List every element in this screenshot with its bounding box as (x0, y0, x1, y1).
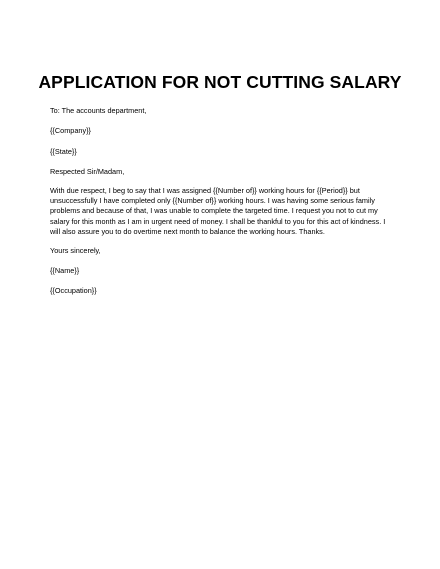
body-line: unsuccessfully I have completed only {{Number of}} working hours. I was having some serious family (50, 196, 375, 206)
letter-body (50, 186, 396, 237)
document-title: APPLICATION FOR NOT CUTTING SALARY (38, 72, 402, 92)
occupation-placeholder: {{Occupation}} (50, 286, 97, 295)
body-line: salary for this month as I am in urgent need of money. I shall be thankful to you for this act of kindness. I (50, 216, 386, 226)
body-line: With due respect, I beg to say that I was assigned {{Number of}} working hours for {{Period}} but (50, 186, 360, 195)
salutation-line: Respected Sir/Madam, (50, 167, 125, 176)
closing-line: Yours sincerely, (50, 246, 101, 255)
body-line: problems and because of that, I was unable to complete the targeted time. I request you not to cut my (50, 206, 378, 216)
body-line: will also assure you to do overtime next month to balance the working hours. Thanks. (50, 226, 325, 236)
name-placeholder: {{Name}} (50, 266, 80, 275)
company-placeholder: {{Company}} (50, 126, 91, 135)
state-placeholder: {{State}} (50, 147, 77, 156)
recipient-line: To: The accounts department, (50, 106, 147, 115)
